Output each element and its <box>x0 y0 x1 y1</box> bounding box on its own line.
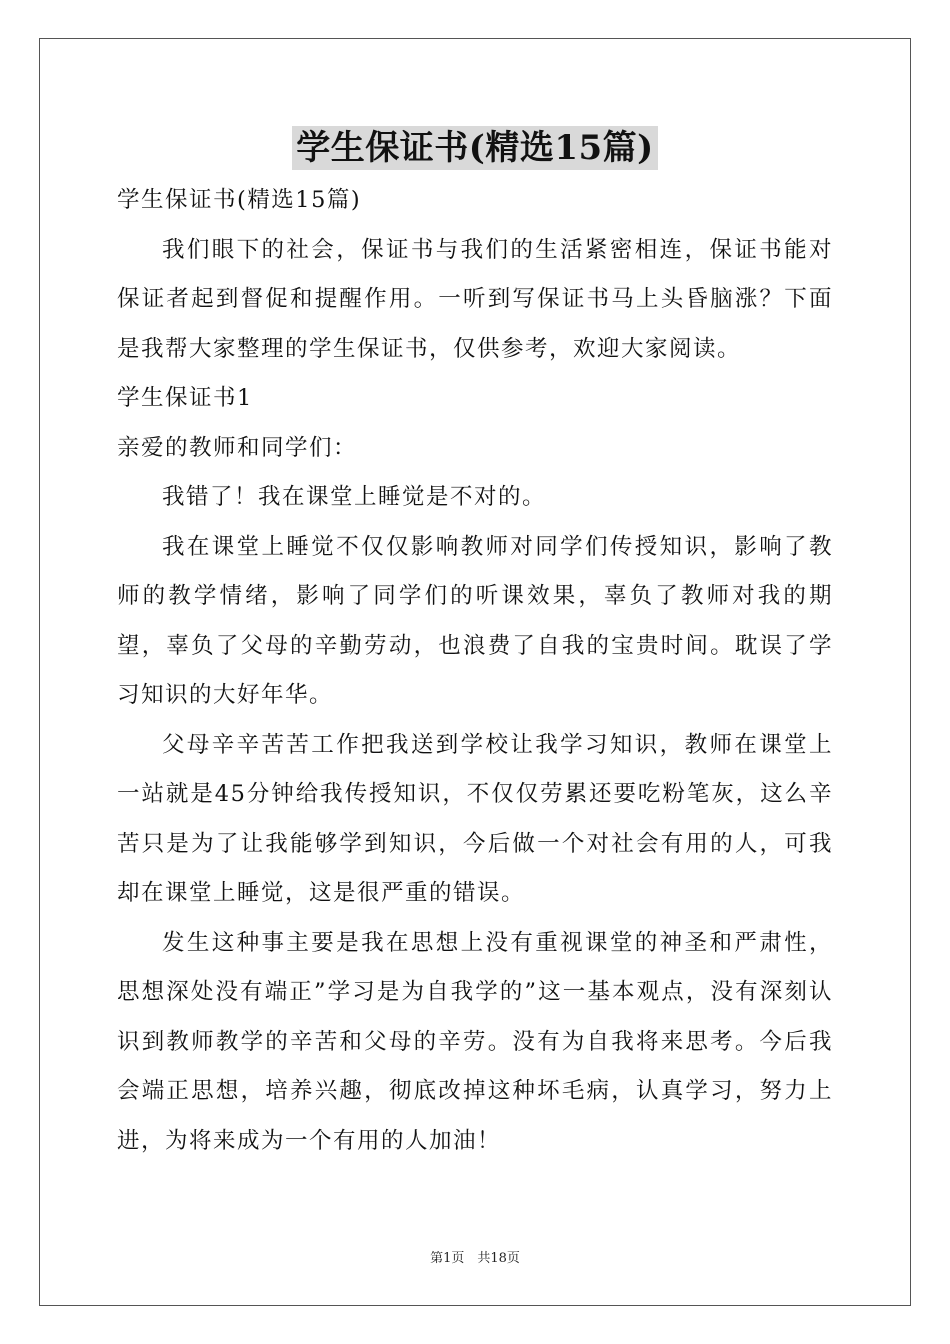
paragraph: 发生这种事主要是我在思想上没有重视课堂的神圣和严肃性，思想深处没有端正”学习是为自我学的”这一基本观点，没有深刻认识到教师教学的辛苦和父母的辛劳。没有为自我将来思考。今后我会端正思想，培养兴趣，彻底改掉这种坏毛病，认真学习，努力上进，为将来成为一个有用的人加油！ <box>117 929 833 1154</box>
paragraph: 我们眼下的社会，保证书与我们的生活紧密相连，保证书能对保证者起到督促和提醒作用。一听到写保证书马上头昏脑涨？下面是我帮大家整理的学生保证书，仅供参考，欢迎大家阅读。 <box>117 236 833 362</box>
salutation: 亲爱的教师和同学们： <box>117 434 358 461</box>
document-title: 学生保证书(精选15篇) <box>292 126 658 170</box>
page-footer: 第1页 共18页 <box>430 1251 520 1266</box>
paragraph: 我错了！我在课堂上睡觉是不对的。 <box>162 484 547 510</box>
paragraph: 学生保证书(精选15篇) <box>117 187 362 213</box>
title-container <box>0 126 950 170</box>
document-body <box>117 176 833 1166</box>
section-heading: 学生保证书1 <box>117 385 253 411</box>
paragraph: 我在课堂上睡觉不仅仅影响教师对同学们传授知识，影响了教师的教学情绪，影响了同学们的听课效果，辜负了教师对我的期望，辜负了父母的辛勤劳动，也浪费了自我的宝贵时间。耽误了学习知识的大好年华。 <box>117 533 833 708</box>
paragraph: 父母辛辛苦苦工作把我送到学校让我学习知识，教师在课堂上一站就是45分钟给我传授知识，不仅仅劳累还要吃粉笔灰，这么辛苦只是为了让我能够学到知识，今后做一个对社会有用的人，可我却在课堂上睡觉，这是很严重的错误。 <box>117 731 833 906</box>
